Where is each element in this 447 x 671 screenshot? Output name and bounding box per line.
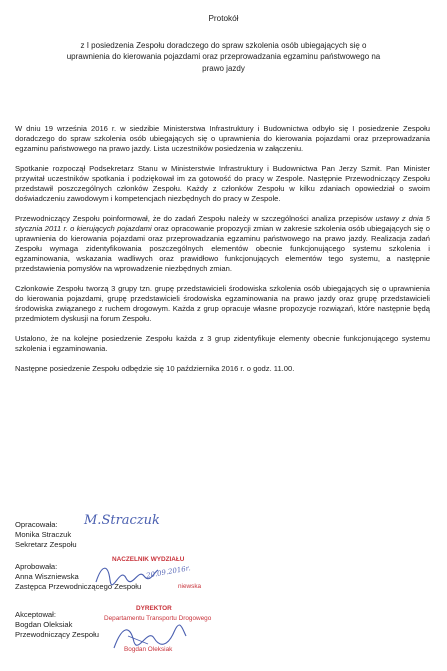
approved-stamp-title: NACZELNIK WYDZIAŁU xyxy=(112,556,185,563)
approved-stamp-date: 20.09.2016r. xyxy=(145,564,192,580)
prepared-handwritten-signature: M.Straczuk xyxy=(84,513,160,528)
paragraph-agreement: Ustalono, że na kolejne posiedzenie Zespołu każda z 3 grup zidentyfikuje elementy obecnie funkcjonującego systemu szkolenia i egzaminowania. xyxy=(15,334,430,354)
approved-stamp-name: niewska xyxy=(178,583,202,590)
accepted-stamp-department: Departamentu Transportu Drogowego xyxy=(104,615,212,622)
accepted-stamp-title: DYREKTOR xyxy=(136,605,172,612)
document-body xyxy=(15,124,430,384)
document-subtitle: z I posiedzenia Zespołu doradczego do spraw szkolenia osób ubiegających się o uprawnienia do kierowania pojazdami oraz przeprowadzania egzaminu państwowego na prawo jazdy xyxy=(66,41,381,73)
prepared-role: Sekretarz Zespołu xyxy=(15,539,77,549)
approved-handwritten-signature xyxy=(92,560,162,590)
accepted-role: Przewodniczący Zespołu xyxy=(15,629,99,639)
accepted-name: Bogdan Oleksiak xyxy=(15,619,73,629)
statute-title: ustawy z dnia 5 stycznia 2011 r. o kierujących pojazdami xyxy=(15,214,431,234)
accepted-handwritten-signature xyxy=(108,618,188,654)
approved-name: Anna Wiszniewska xyxy=(15,571,79,581)
accepted-label: Akceptował: xyxy=(15,610,56,619)
paragraph-tasks-part1: Przewodniczący Zespołu poinformował, że do zadań Zespołu należy w szczególności analiza przepisów xyxy=(15,214,376,224)
paragraph-groups: Członkowie Zespołu tworzą 3 grupy tzn. grupę przedstawicieli środowiska szkolenia osób ubiegających się o uprawnienia do kierowania pojazdami, grupę przedstawicieli środowiska egzaminowania na prawo jazdy oraz grupę przedstawicieli środowiska związanego z ruchem drogowym. Każda z grup opracuje własne propozycje rozwiązań, które następnie będą przedmiotem dyskusji na forum Zespołu. xyxy=(15,284,430,324)
paragraph-tasks-part2: oraz opracowanie propozycji zmian w zakresie szkolenia osób ubiegających się o uprawnienia do kierowania pojazdami oraz przeprowadzania egzaminu państwowego na prawo jazdy. Realizacja zadań Zespołu wymaga zidentyfikowania poszczególnych elementów obecnie funkcjonującego systemu szkolenia i egzaminowania, wskazania wadliwych oraz prawidłowo funkcjonujących elementów tego systemu, a następnie przedstawienia pomysłów na wprowadzenie niezbędnych zmian. xyxy=(15,224,430,274)
approved-label: Aprobowała: xyxy=(15,562,58,571)
paragraph-tasks xyxy=(15,214,430,274)
prepared-label: Opracowała: xyxy=(15,520,58,529)
signature-prepared xyxy=(15,520,77,550)
paragraph-next-meeting: Następne posiedzenie Zespołu odbędzie się 10 października 2016 r. o godz. 11.00. xyxy=(15,364,295,374)
paragraph-opening: Spotkanie rozpoczął Podsekretarz Stanu w Ministerstwie Infrastruktury i Budownictwa Pan Jerzy Szmit. Pan Minister przywitał uczestników spotkania i podziękował im za gotowość do pracy w Zespole. Następnie Przewodniczący Zespołu przedstawił poszczególnych członków Zespołu. Każdy z członków Zespołu w kilku zdaniach opowiedział o swoim doświadczeniu zawodowym i kompetencjach niezbędnych do pracy w Zespole. xyxy=(15,164,430,204)
prepared-name: Monika Straczuk xyxy=(15,529,72,539)
paragraph-meeting-info: W dniu 19 września 2016 r. w siedzibie Ministerstwa Infrastruktury i Budownictwa odbyło się I posiedzenie Zespołu doradczego do spraw szkolenia osób ubiegających się o uprawnienia do kierowania pojazdami oraz przeprowadzania egzaminu państwowego na prawo jazdy. Lista uczestników posiedzenia w załączeniu. xyxy=(15,124,430,154)
signature-accepted xyxy=(15,610,99,640)
accepted-stamp-name: Bogdan Oleksiak xyxy=(124,646,173,653)
approved-role: Zastępca Przewodniczącego Zespołu xyxy=(15,581,142,591)
document-title: Protokół xyxy=(208,14,239,23)
